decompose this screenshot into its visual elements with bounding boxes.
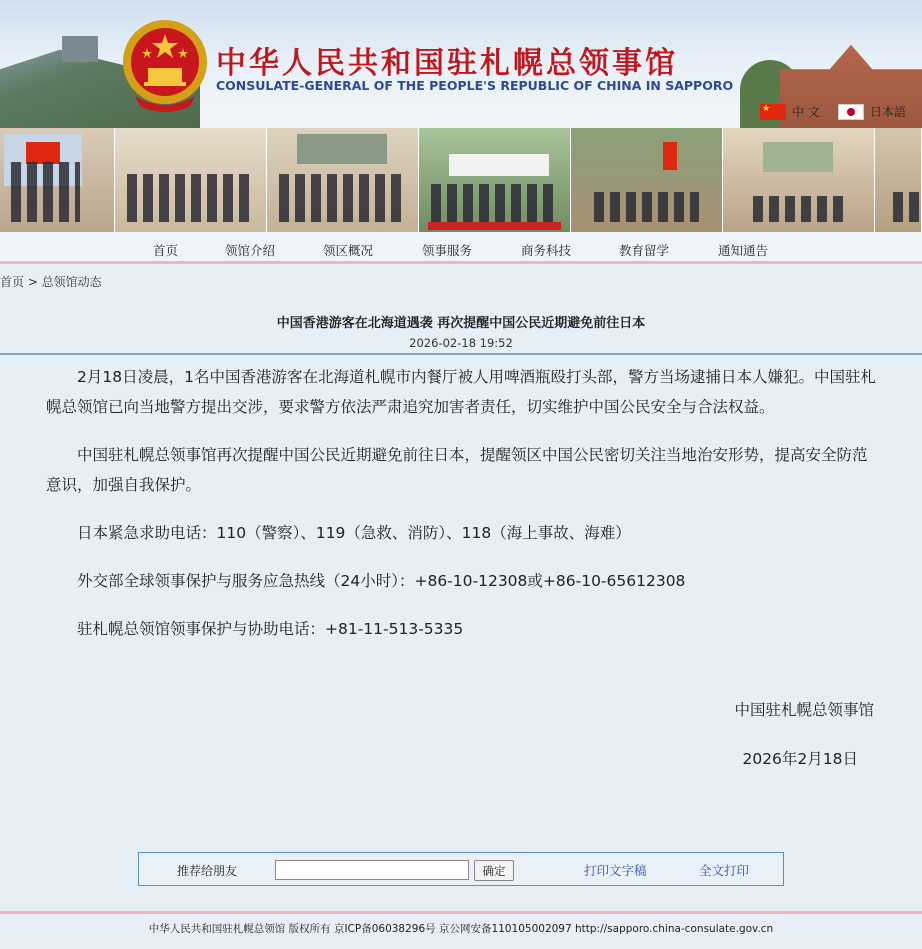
photo-group-1 [115,128,267,232]
footer-divider [0,911,922,914]
lang-switch-japanese[interactable] [838,103,906,120]
recommend-label: 推荐给朋友 [177,864,238,878]
painting-image [297,134,387,164]
photo-handshake [0,128,115,232]
article-datetime: 2026-02-18 19:52 [409,336,513,350]
photo-meeting-3 [875,128,922,232]
flag-image [663,142,677,170]
paragraph: 驻札幌总领馆领事保护与协助电话：+81-11-513-5335 [77,620,464,638]
people-image [594,192,700,222]
recommend-email-input[interactable] [275,860,469,880]
confirm-button[interactable]: 确定 [474,860,514,881]
nav-item-home[interactable]: 首页 [153,243,179,258]
lang-japanese-label: 日本語 [870,105,907,119]
paragraph: 中国驻札幌总领事馆再次提醒中国公民近期避免前往日本，提醒领区中国公民密切关注当地治安形势，提高安全防范意识，加强自我保护。 [46,446,868,494]
signature-date: 2026年2月18日 [742,750,858,768]
paragraph: 外交部全球领事保护与服务应急热线（24小时）：+86-10-12308或+86-10-65612308 [77,572,686,590]
tent-image [449,154,549,176]
nav-item-district-overview[interactable]: 领区概况 [323,243,374,258]
people-image [279,174,406,222]
signature: 中国驻札幌总领事馆 [734,701,874,719]
people-image [893,192,921,222]
nav-item-business-tech[interactable]: 商务科技 [521,243,572,258]
watchtower-image [62,36,98,62]
main-nav [0,232,922,264]
people-image [11,162,79,222]
people-image [127,174,254,222]
footer-copyright: 中华人民共和国驻札幌总领馆 版权所有 京ICP备06038296号 京公网安备110105002097 http://sapporo.china-consulate.gov.cn [148,923,774,935]
site-title-cn: 中华人民共和国驻札幌总领事馆 [216,46,678,81]
article-body [46,362,876,662]
nav-item-education[interactable]: 教育留学 [619,243,670,258]
national-emblem-icon [120,18,210,114]
people-image [753,196,844,222]
photo-meeting-2 [723,128,875,232]
photo-group-2 [267,128,419,232]
banner-image [428,222,561,230]
nav-item-consulate-intro[interactable]: 领馆介绍 [225,243,276,258]
header-banner [0,0,922,128]
window-image [763,142,833,172]
article-title: 中国香港游客在北海道遇袭 再次提醒中国公民近期避免前往日本 [276,316,646,331]
print-text-link[interactable]: 打印文字稿 [584,863,647,878]
share-toolbar [138,852,784,886]
china-flag-icon [26,142,60,164]
photo-meeting-1 [571,128,723,232]
divider [0,353,922,355]
print-all-link[interactable]: 全文打印 [699,863,750,878]
nav-item-notices[interactable]: 通知通告 [718,243,769,258]
lang-chinese-label: 中 文 [792,105,820,119]
nav-item-consular-services[interactable]: 领事服务 [422,243,473,258]
lang-switch-chinese[interactable] [760,103,820,120]
paragraph: 日本紧急求助电话：110（警察）、119（急救、消防）、118（海上事故、海难） [77,524,631,542]
photo-outdoor-event [419,128,571,232]
photo-strip [0,128,922,232]
site-title-en: CONSULATE-GENERAL OF THE PEOPLE'S REPUBLIC OF CHINA IN SAPPORO [216,78,734,93]
china-flag-icon [760,104,786,120]
people-image [431,184,558,222]
breadcrumb[interactable]: 首页 > 总领馆动态 [0,275,102,289]
japan-flag-icon [838,104,864,120]
paragraph: 2月18日凌晨，1名中国香港游客在北海道札幌市内餐厅被人用啤酒瓶殴打头部，警方当场逮捕日本人嫌犯。中国驻札幌总领馆已向当地警方提出交涉，要求警方依法严肃追究加害者责任，切实维护中国公民安全与合法权益。 [46,368,876,416]
